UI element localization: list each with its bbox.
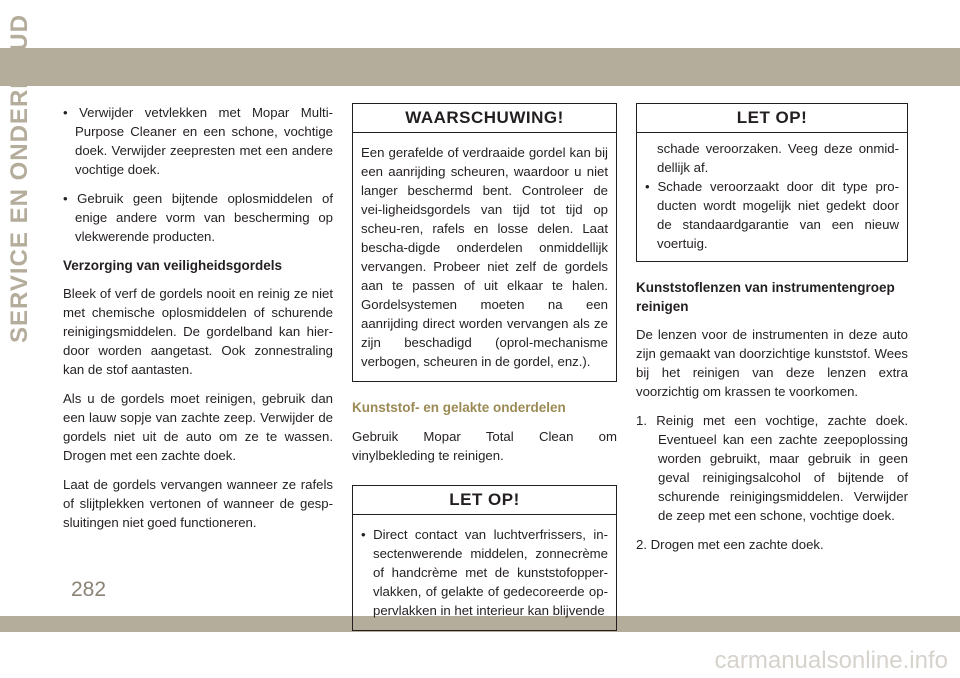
caution-box bbox=[352, 485, 617, 631]
caution-continuation: schade veroorzaken. Veeg deze onmid-dellijk af. bbox=[657, 141, 899, 175]
caution-bullet: • Direct contact van luchtverfrissers, in-sectenwerende middelen, zonnecrème of handcrème met de kunststofopper-vlakken, of gelakte of gedecoreerde op-pervlakken in het interieur kan blijvende bbox=[361, 525, 608, 620]
numbered-step: 2. Drogen met een zachte doek. bbox=[636, 537, 824, 552]
paragraph: De lenzen voor de instrumenten in deze auto zijn gemaakt van doorzichtige kunststof. Wees bij het reinigen van deze lenzen extra voorzichtig om krassen te voorkomen. bbox=[636, 327, 908, 399]
bullet-item: • Gebruik geen bijtende oplosmiddelen of enige andere vorm van bescherming op vlekwerende producten. bbox=[63, 189, 333, 246]
paragraph: Bleek of verf de gordels nooit en reinig ze niet met chemische oplosmiddelen of schurende reinigingsmiddelen. De gordelband kan hier-door worden aangetast. Ook zonnestraling kan de stof aantasten. bbox=[63, 286, 333, 377]
caution-title: LET OP! bbox=[637, 104, 907, 133]
warning-text: Een gerafelde of verdraaide gordel kan bij een aanrijding scheuren, waardoor u niet langer beschermd bent. Controleer de vei-ligheidsgordels van tijd tot tijd op scheu-ren, rafels en losse delen. Laat bescha-digde onderdelen onmiddellijk vervangen. Probeer niet zelf de gordels aan te passen of uit elkaar te halen. Gordelsystemen moeten na een aanrijding direct worden vervangen als ze zijn beschadigd (oprol-mechanisme verbogen, scheuren in de gordel, enz.). bbox=[361, 145, 608, 369]
watermark: carmanualsonline.info bbox=[714, 647, 948, 674]
numbered-step: 1. Reinig met een vochtige, zachte doek. Eventueel kan een zachte zeepoplossing worden gebruikt, maar gebruik in geen geval reinigingsalcohol of bijtende of schurende reinigingsmiddelen. Verwijder de zeep met een schone, vochtige doek. bbox=[636, 413, 908, 523]
warning-box bbox=[352, 103, 617, 382]
section-side-title: SERVICE EN ONDERHOUD bbox=[6, 14, 33, 343]
warning-title: WAARSCHUWING! bbox=[353, 104, 616, 133]
paragraph: Als u de gordels moet reinigen, gebruik dan een lauw sopje van zachte zeep. Verwijder de gordels niet uit de auto om ze te wassen. Drogen met een zachte doek. bbox=[63, 391, 333, 463]
paragraph: Gebruik Mopar Total Clean om vinylbekleding te reinigen. bbox=[352, 429, 617, 463]
column-middle bbox=[352, 103, 617, 647]
paragraph: Laat de gordels vervangen wanneer ze rafels of slijtplekken vertonen of wanneer de gesp-sluitingen niet goed functioneren. bbox=[63, 477, 333, 530]
bullet-item: • Verwijder vetvlekken met Mopar Multi-Purpose Cleaner en een schone, vochtige doek. Verwijder zeepresten met een andere vochtige doek. bbox=[63, 103, 333, 179]
caution-title: LET OP! bbox=[353, 486, 616, 515]
page-number: 282 bbox=[71, 578, 107, 601]
column-left bbox=[63, 103, 333, 542]
top-header-band bbox=[0, 48, 960, 86]
column-right bbox=[636, 103, 908, 564]
caution-bullet: • Schade veroorzaakt door dit type pro-ducten wordt mogelijk niet gedekt door de standaardgarantie van een nieuw voertuig. bbox=[645, 177, 899, 253]
section-heading: Verzorging van veiligheidsgordels bbox=[63, 258, 283, 273]
section-heading: Kunststoflenzen van instrumentengroep reinigen bbox=[636, 280, 895, 314]
section-heading: Kunststof- en gelakte onderdelen bbox=[352, 400, 566, 415]
caution-box-continued bbox=[636, 103, 908, 262]
